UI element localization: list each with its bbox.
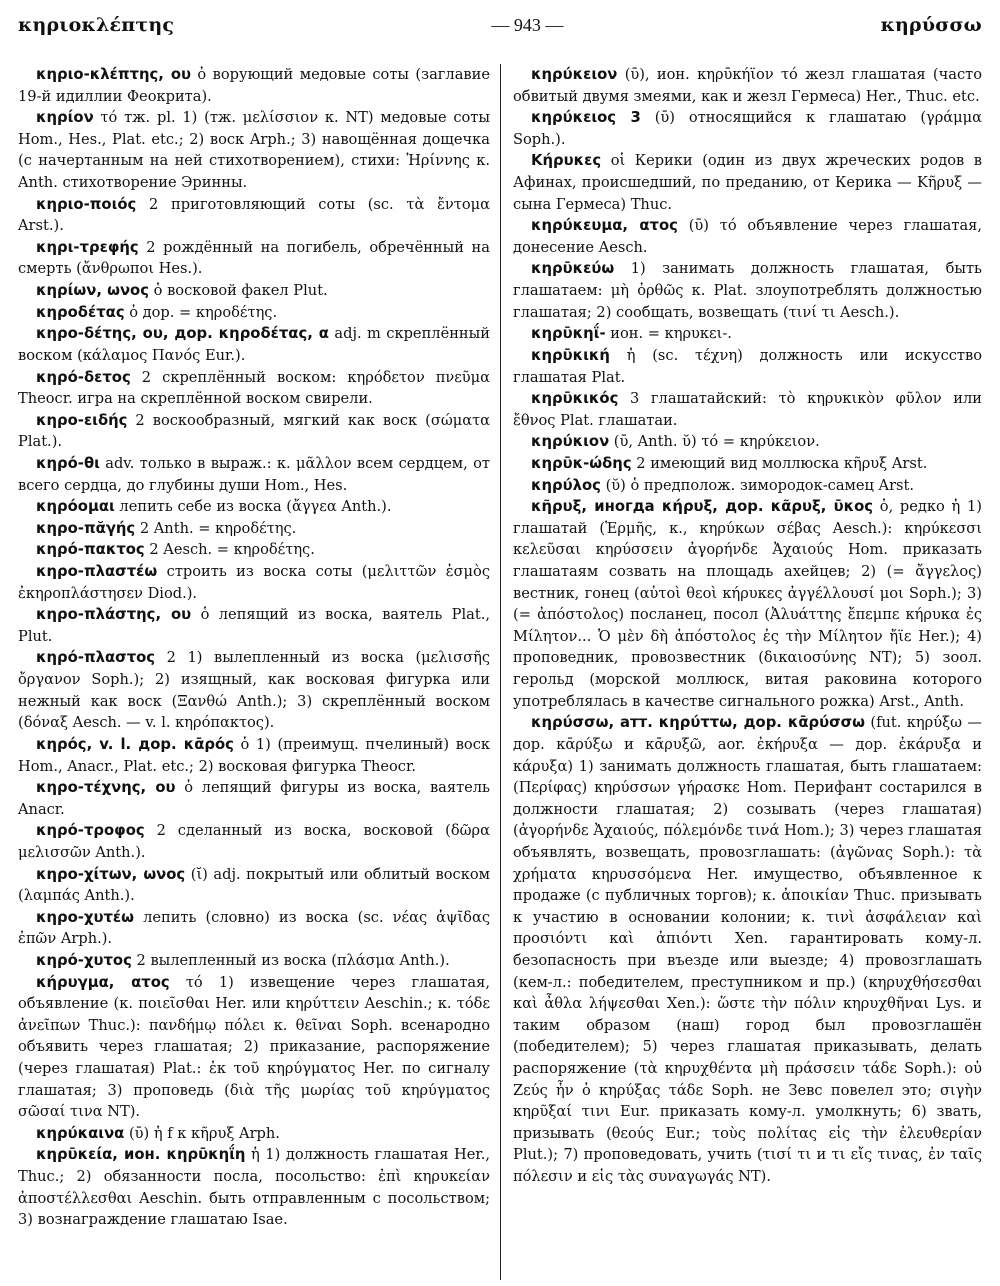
entry-definition: τό 1) извещение через глашатая, объявление (κ. ποιεῖσθαι Her. или κηρύττειν Aeschin.; κ. τόδε ἀνεῖπων Thuc.): πανδήμῳ πόλει κ. θεῖναι Soph. всенародно объявить через глашатая; 2) приказание, распоряжение (через глашатая) Plat.: ἐκ τοῦ κηρύγματος Her. по сигналу глашатая; 3) проповедь (διὰ τῆς μωρίας τοῦ κηρύγματος σῶσαί τινα NT). — [18, 973, 490, 1121]
dictionary-entry — [513, 64, 982, 107]
headword: κηρό-θι — [36, 454, 100, 472]
dictionary-entry — [18, 561, 490, 604]
entry-definition: (ῠ) ὁ предполож. зимородок-самец Arst. — [600, 476, 915, 494]
entry-definition: adv. только в выраж.: κ. μᾶλλον всем сердцем, от всего сердца, до глубины души Hom., Hes. — [18, 454, 490, 494]
entry-definition: (ῡ) ἡ f к κῆρυξ Arph. — [124, 1124, 280, 1142]
dictionary-entry — [18, 950, 490, 972]
dictionary-entry — [513, 150, 982, 215]
dictionary-entry — [18, 453, 490, 496]
dictionary-entry — [513, 107, 982, 150]
headword: κηρο-τέχνης, ου — [36, 779, 176, 797]
entry-definition: 2 приготовляющий соты (sc. τὰ ἔντομα Arst.). — [18, 195, 490, 235]
headword: κηρόομαι — [36, 498, 115, 516]
entry-definition: (ῡ) τό объявление через глашатая, донесение Aesch. — [513, 217, 982, 256]
entry-definition: ὁ лепящий из воска, ваятель Plat., Plut. — [18, 606, 491, 645]
entry-definition: 2 сделанный из воска, восковой (δῶρα μελισσῶν Anth.). — [18, 822, 490, 861]
dictionary-entry — [18, 237, 490, 280]
running-head — [18, 14, 982, 48]
headword: Κήρυκες — [531, 152, 602, 170]
dictionary-entry — [18, 820, 490, 863]
headword: κηρῡκηΐ- — [531, 325, 606, 343]
entry-definition: ὁ дор. = κηροδέτης. — [124, 303, 278, 321]
entry-definition: 2 скреплённый воском: κηρόδετον πνεῦμα Theocr. игра на скреплённой воском свирели. — [18, 368, 490, 408]
entry-definition: лепить себе из воска (ἄγγεα Anth.). — [114, 498, 392, 516]
entry-definition: 2 1) вылепленный из воска (μελισσῆς ὄργανον Soph.); 2) изящный, как восковая фигурка или нежный как воск (Ξανθώ Anth.); 3) скреплённый воском (δόναξ Aesch. — v. l. κηρόπακτος). — [18, 649, 490, 732]
dictionary-entry — [18, 280, 490, 302]
entry-definition: 2 вылепленный из воска (πλάσμα Anth.). — [131, 951, 450, 969]
page-number: — 943 — — [491, 15, 564, 35]
headword: κηρο-πλάστης, ου — [36, 606, 192, 624]
headword: κηρο-χυτέω — [36, 908, 135, 926]
dictionary-entry — [18, 1123, 490, 1145]
dictionary-entry — [513, 453, 982, 475]
headword: κηρύκιον — [531, 433, 610, 451]
dictionary-entry — [18, 302, 490, 324]
dictionary-entry — [18, 1144, 490, 1230]
dictionary-entry — [18, 864, 490, 907]
entry-definition: 2 воскообразный, мягкий как воск (σώματα Plat.). — [18, 411, 490, 451]
headword: κηρό-πλαστος — [36, 649, 156, 667]
dictionary-entry — [18, 323, 490, 366]
headword: κηρο-πᾰγής — [36, 519, 136, 537]
entry-definition: ἡ 1) должность глашатая Her., Thuc.; 2) обязанности посла, посольство: ἐπὶ κηρυκείαν ἀποστέλλεσθαι Aeschin. быть отправленным с посольством; 3) вознаграждение глашатаю Isae. — [18, 1146, 490, 1229]
dictionary-entry — [18, 734, 490, 777]
entry-definition: 2 Aesch. = κηροδέτης. — [144, 541, 315, 559]
dictionary-entry — [18, 972, 490, 1123]
dictionary-entry — [513, 258, 982, 323]
entry-definition: лепить (словно) из воска (sc. νέας ἁψῖδας ἐπῶν Arph.). — [18, 908, 490, 948]
headword: κηριο-κλέπτης, ου — [36, 66, 191, 83]
headword: κηρο-πλαστέω — [36, 563, 158, 581]
entry-definition: (ῐ) adj. покрытый или облитый воском (λαμπάς Anth.). — [18, 865, 490, 905]
dictionary-entry — [18, 907, 490, 950]
headword: κήρυγμα, ατος — [36, 973, 170, 991]
dictionary-entry — [513, 496, 982, 712]
header-last-word: κηρύσσω — [880, 14, 982, 36]
entry-definition: 1) занимать должность глашатая, быть глашатаем: μὴ ὀρθῶς κ. Plat. злоупотреблять должностью глашатая; 2) сообщать, возвещать (τινί τι Aesch.). — [513, 260, 982, 321]
headword: κηρῡκ-ώδης — [531, 454, 632, 472]
entry-definition: adj. m скреплённый воском (κάλαμος Πανός Eur.). — [18, 325, 490, 364]
entry-definition: (ῡ), ион. κηρῡκήϊον τό жезл глашатая (часто обвитый двумя змеями, как и жезл Гермеса) Her., Thuc. etc. — [513, 66, 982, 105]
headword: κηρίων, ωνος — [36, 282, 149, 300]
entry-definition: (fut. κηρύξω — дор. κᾱρύξω и κᾱρυξῶ, aor. ἐκήρυξα — дор. ἐκάρυξα и κάρυξα) 1) занимать должность глашатая, быть глашатаем: (Περίφας) κηρύσσων γήρασκε Hom. Перифант состарился в должности глашатая; 2) созывать (через глашатая) (ἀγορήνδε Ἀχαιούς, πόλεμόνδε τινά Hom.); 3) через глашатая объявлять, возвещать, провозглашать: (ἀγῶνας Soph.): τὰ χρήματα κηρυσσόμενα Her. имущество, объявленное к продаже (с публичных торгов); κ. ἀποικίαν Thuc. призывать к участию в основании колонии; κ. τινὶ ἀσφάλειαν καὶ προσιόντι καὶ ἀπιόντι Xen. гарантировать кому-л. безопасность при въезде или выезде; 4) провозглашать (кем-л.: победителем, преступником и пр.) (κηρυχθήσεσθαι καὶ ἆθλα λήψεσθαι Xen.): ὥστε τὴν πόλιν κηρυχθῆναι Lys. и таким образом (наш) город был провозглашён (победителем); 5) через глашатая приказывать, делать распоряжение (τὰ κηρυχθέντα μὴ πράσσειν τάδε Soph.): οὐ Ζεύς ἦν ὁ κηρύξας τάδε Soph. не Зевс повелел это; σιγὴν κηρῦξαί τινι Eur. приказать кому-л. умолкнуть; 6) звать, призывать (θεούς Eur.; τοὺς πολίτας εἰς τὴν ἐλευθερίαν Plut.); 7) проповедовать, учить (τισί τι и τι εἴς τινας, ἐν ταῖς πόλεσιν и εἰς τὰς συναγωγάς NT). — [513, 714, 982, 1186]
entry-definition: ὁ лепящий фигуры из воска, ваятель Anacr. — [18, 779, 490, 818]
headword: κηρο-χίτων, ωνος — [36, 865, 186, 883]
headword: κηρό-πακτος — [36, 541, 145, 559]
headword: κηρίον — [36, 109, 94, 127]
dictionary-entry — [18, 518, 490, 540]
entry-definition: ὁ 1) (преимущ. пчелиный) воск Hom., Anacr., Plat. etc.; 2) восковая фигурка Theocr. — [18, 735, 490, 775]
entry-definition: ион. = κηρυκει-. — [605, 325, 732, 343]
entry-definition: ὁ, редко ἡ 1) глашатай (Ἑρμῆς, κ., κηρύκων σέβας Aesch.): κηρύκεσσι κελεῦσαι κηρύσσειν ἀγορήνδε Ἀχαιούς Hom. приказать глашатаям созвать на площадь ахейцев; 2) (= ἄγγελος) вестник, гонец (αὐτοὶ θεοὶ κήρυκες ἀγγέλλουσί μοι Soph.); 3) (= ἀπόστολος) посланец, посол (Ἀλυάττης ἔπεμπε κήρυκα ἐς Μίλητον... Ὁ μὲν δὴ ἀπόστολος ἐς τὴν Μίλητον ἤϊε Her.); 4) проповедник, провозвестник (δικαιοσύνης NT); 5) зоол. герольд (морской моллюск, витая раковина которого употреблялась в качестве сигнального рожка) Arst., Anth. — [513, 498, 982, 710]
entry-definition: 2 имеющий вид моллюска κῆρυξ Arst. — [631, 454, 928, 472]
dictionary-entry — [513, 215, 982, 258]
dictionary-entry — [513, 712, 982, 1187]
dictionary-entry — [18, 410, 490, 453]
entry-definition: строить из воска соты (μελιττῶν ἑσμὸς ἐκηροπλάστησεν Diod.). — [18, 563, 490, 602]
headword: κηρός, v. l. дор. κᾱρός — [36, 735, 234, 753]
dictionary-entry — [18, 107, 490, 193]
entry-definition: (ῡ, Anth. ῠ) τό = κηρύκειον. — [609, 433, 820, 451]
dictionary-entry — [18, 647, 490, 733]
dictionary-entry — [513, 345, 982, 388]
header-first-word: κηριοκλέπτης — [18, 14, 175, 36]
dictionary-entry — [18, 604, 490, 647]
headword: κηρύκαινα — [36, 1124, 125, 1142]
headword: κηρό-χυτος — [36, 951, 132, 969]
dictionary-entry — [18, 194, 490, 237]
entry-definition: (ῡ) относящийся к глашатаю (γράμμα Soph.). — [513, 109, 982, 148]
columns — [18, 64, 982, 1280]
dictionary-entry — [513, 475, 982, 497]
headword: κηρύκειον — [531, 66, 618, 83]
dictionary-entry — [18, 64, 490, 107]
headword: κηρι-τρεφής — [36, 238, 139, 256]
entry-definition: τό тж. pl. 1) (тж. μελίσσιον κ. NT) медовые соты Hom., Hes., Plat. etc.; 2) воск Arph.; 3) навощённая дощечка (с начертанным на ней стихотворением), стихи: Ἠρίννης κ. Anth. стихотворение Эринны. — [18, 109, 490, 192]
dictionary-entry — [18, 496, 490, 518]
headword: κηρύσσω, атт. κηρύττω, дор. κᾱρύσσω — [531, 714, 865, 732]
left-column — [18, 64, 500, 1280]
dictionary-entry — [513, 431, 982, 453]
dictionary-entry — [18, 777, 490, 820]
headword: κηρό-δετος — [36, 368, 131, 386]
headword: κηρῡκεία, ион. κηρῡκηΐη — [36, 1146, 246, 1164]
dictionary-entry — [18, 539, 490, 561]
dictionary-entry — [513, 388, 982, 431]
entry-definition: οἱ Керики (один из двух жреческих родов в Афинах, происшедший, по преданию, от Керика — Κῆρυξ — сына Гермеса) Thuc. — [513, 152, 982, 213]
dictionary-entry — [513, 323, 982, 345]
right-column — [500, 64, 982, 1280]
headword: κηρύλος — [531, 476, 601, 494]
headword: κηροδέτας — [36, 303, 125, 321]
headword: κηρῡκεύω — [531, 260, 615, 278]
headword: κηρο-δέτης, ου, дор. κηροδέτας, α — [36, 325, 329, 343]
entry-definition: 3 глашатайский: τὸ κηρυκικὸν φῦλον или ἔθνος Plat. глашатаи. — [513, 390, 982, 429]
entry-definition: ἡ (sc. τέχνη) должность или искусство глашатая Plat. — [513, 346, 982, 386]
headword: κηριο-ποιός — [36, 195, 137, 213]
entry-definition: 2 рождённый на погибель, обречённый на смерть (ἄνθρωποι Hes.). — [18, 238, 490, 278]
headword: κηρῡκικός — [531, 390, 619, 408]
headword: κηρο-ειδής — [36, 411, 128, 429]
entry-definition: ὁ ворующий медовые соты (заглавие 19-й идиллии Феокрита). — [18, 66, 490, 105]
headword: κῆρυξ, иногда κήρυξ, дор. κᾶρυξ, ῡκος — [531, 498, 874, 516]
headword: κηρό-τροφος — [36, 822, 145, 840]
headword: κηρύκειος 3 — [531, 109, 641, 127]
headword: κηρύκευμα, ατος — [531, 217, 678, 235]
headword: κηρῡκική — [531, 346, 610, 364]
entry-definition: 2 Anth. = κηροδέτης. — [135, 519, 297, 537]
dictionary-entry — [18, 367, 490, 410]
entry-definition: ὁ восковой факел Plut. — [149, 282, 328, 300]
